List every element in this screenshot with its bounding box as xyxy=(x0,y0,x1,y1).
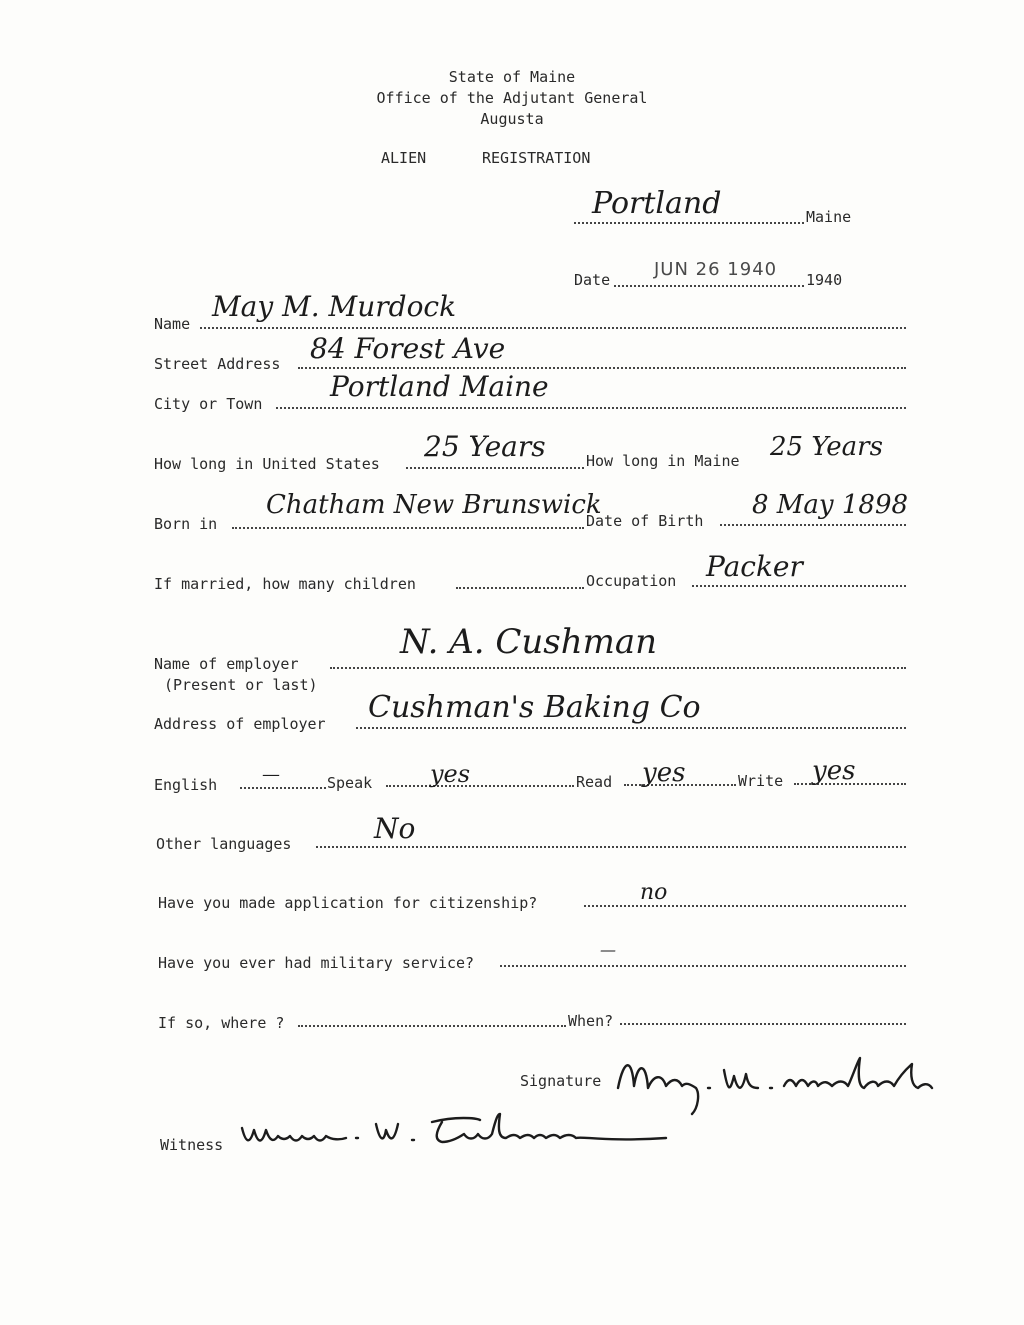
date-year: 1940 xyxy=(806,271,843,289)
english-value: — xyxy=(262,764,280,785)
city-value: Portland Maine xyxy=(330,370,549,403)
date-label: Date xyxy=(574,271,611,289)
street-label: Street Address xyxy=(154,355,281,373)
children-label: If married, how many children xyxy=(154,575,416,593)
born-in-dots xyxy=(232,527,584,529)
employer-label: Name of employer xyxy=(154,655,299,673)
citizenship-dots xyxy=(584,905,906,907)
write-label: Write xyxy=(738,772,784,790)
employer-sublabel: (Present or last) xyxy=(164,676,318,694)
where-label: If so, where ? xyxy=(158,1014,285,1032)
name-dots xyxy=(200,327,906,329)
header-state: State of Maine xyxy=(448,68,576,86)
when-label: When? xyxy=(568,1012,614,1030)
name-value: May M. Murdock xyxy=(212,290,457,323)
english-label: English xyxy=(154,776,218,794)
military-value: — xyxy=(600,940,616,959)
when-dots xyxy=(620,1023,906,1025)
us-duration-label: How long in United States xyxy=(154,455,380,473)
read-label: Read xyxy=(576,773,613,791)
witness-mark xyxy=(236,1108,676,1164)
date-dots xyxy=(614,285,804,287)
occupation-value: Packer xyxy=(706,550,803,583)
born-in-label: Born in xyxy=(154,515,218,533)
occupation-dots xyxy=(692,585,906,587)
dob-label: Date of Birth xyxy=(586,512,704,530)
title-registration: REGISTRATION xyxy=(482,149,591,167)
other-languages-value: No xyxy=(374,812,416,845)
english-dots xyxy=(240,787,326,789)
street-dots xyxy=(298,367,906,369)
other-languages-dots xyxy=(316,846,906,848)
maine-duration-label: How long in Maine xyxy=(586,452,740,470)
header-city: Augusta xyxy=(480,110,544,128)
where-dots xyxy=(298,1025,566,1027)
other-languages-label: Other languages xyxy=(156,835,292,853)
title-alien: ALIEN xyxy=(381,149,427,167)
employer-address-label: Address of employer xyxy=(154,715,326,733)
location-handwritten: Portland xyxy=(592,186,722,221)
date-stamp: JUN 26 1940 xyxy=(654,259,778,280)
speak-label: Speak xyxy=(327,774,373,792)
street-value: 84 Forest Ave xyxy=(310,332,506,365)
signature-label: Signature xyxy=(520,1072,602,1090)
occupation-label: Occupation xyxy=(586,572,677,590)
citizenship-label: Have you made application for citizenship? xyxy=(158,894,538,912)
us-duration-value: 25 Years xyxy=(424,430,546,463)
citizenship-value: no xyxy=(640,880,668,905)
witness-label: Witness xyxy=(160,1136,224,1154)
military-dots xyxy=(500,965,906,967)
born-in-value: Chatham New Brunswick xyxy=(266,490,602,520)
dob-value: 8 May 1898 xyxy=(752,490,909,520)
us-duration-dots xyxy=(406,467,584,469)
children-dots xyxy=(456,587,584,589)
dob-dots xyxy=(720,524,906,526)
location-label: Maine xyxy=(806,208,852,226)
city-label: City or Town xyxy=(154,395,263,413)
employer-value: N. A. Cushman xyxy=(400,622,658,662)
write-value: yes xyxy=(812,756,856,786)
employer-address-value: Cushman's Baking Co xyxy=(368,690,701,725)
location-dots xyxy=(574,222,804,224)
speak-dots xyxy=(386,785,574,787)
speak-value: yes xyxy=(430,760,471,788)
employer-dots xyxy=(330,667,906,669)
employer-address-dots xyxy=(356,727,906,729)
name-label: Name xyxy=(154,315,191,333)
header-office: Office of the Adjutant General xyxy=(376,89,648,107)
military-label: Have you ever had military service? xyxy=(158,954,475,972)
maine-duration-value: 25 Years xyxy=(770,432,883,462)
read-value: yes xyxy=(642,758,686,788)
city-dots xyxy=(276,407,906,409)
